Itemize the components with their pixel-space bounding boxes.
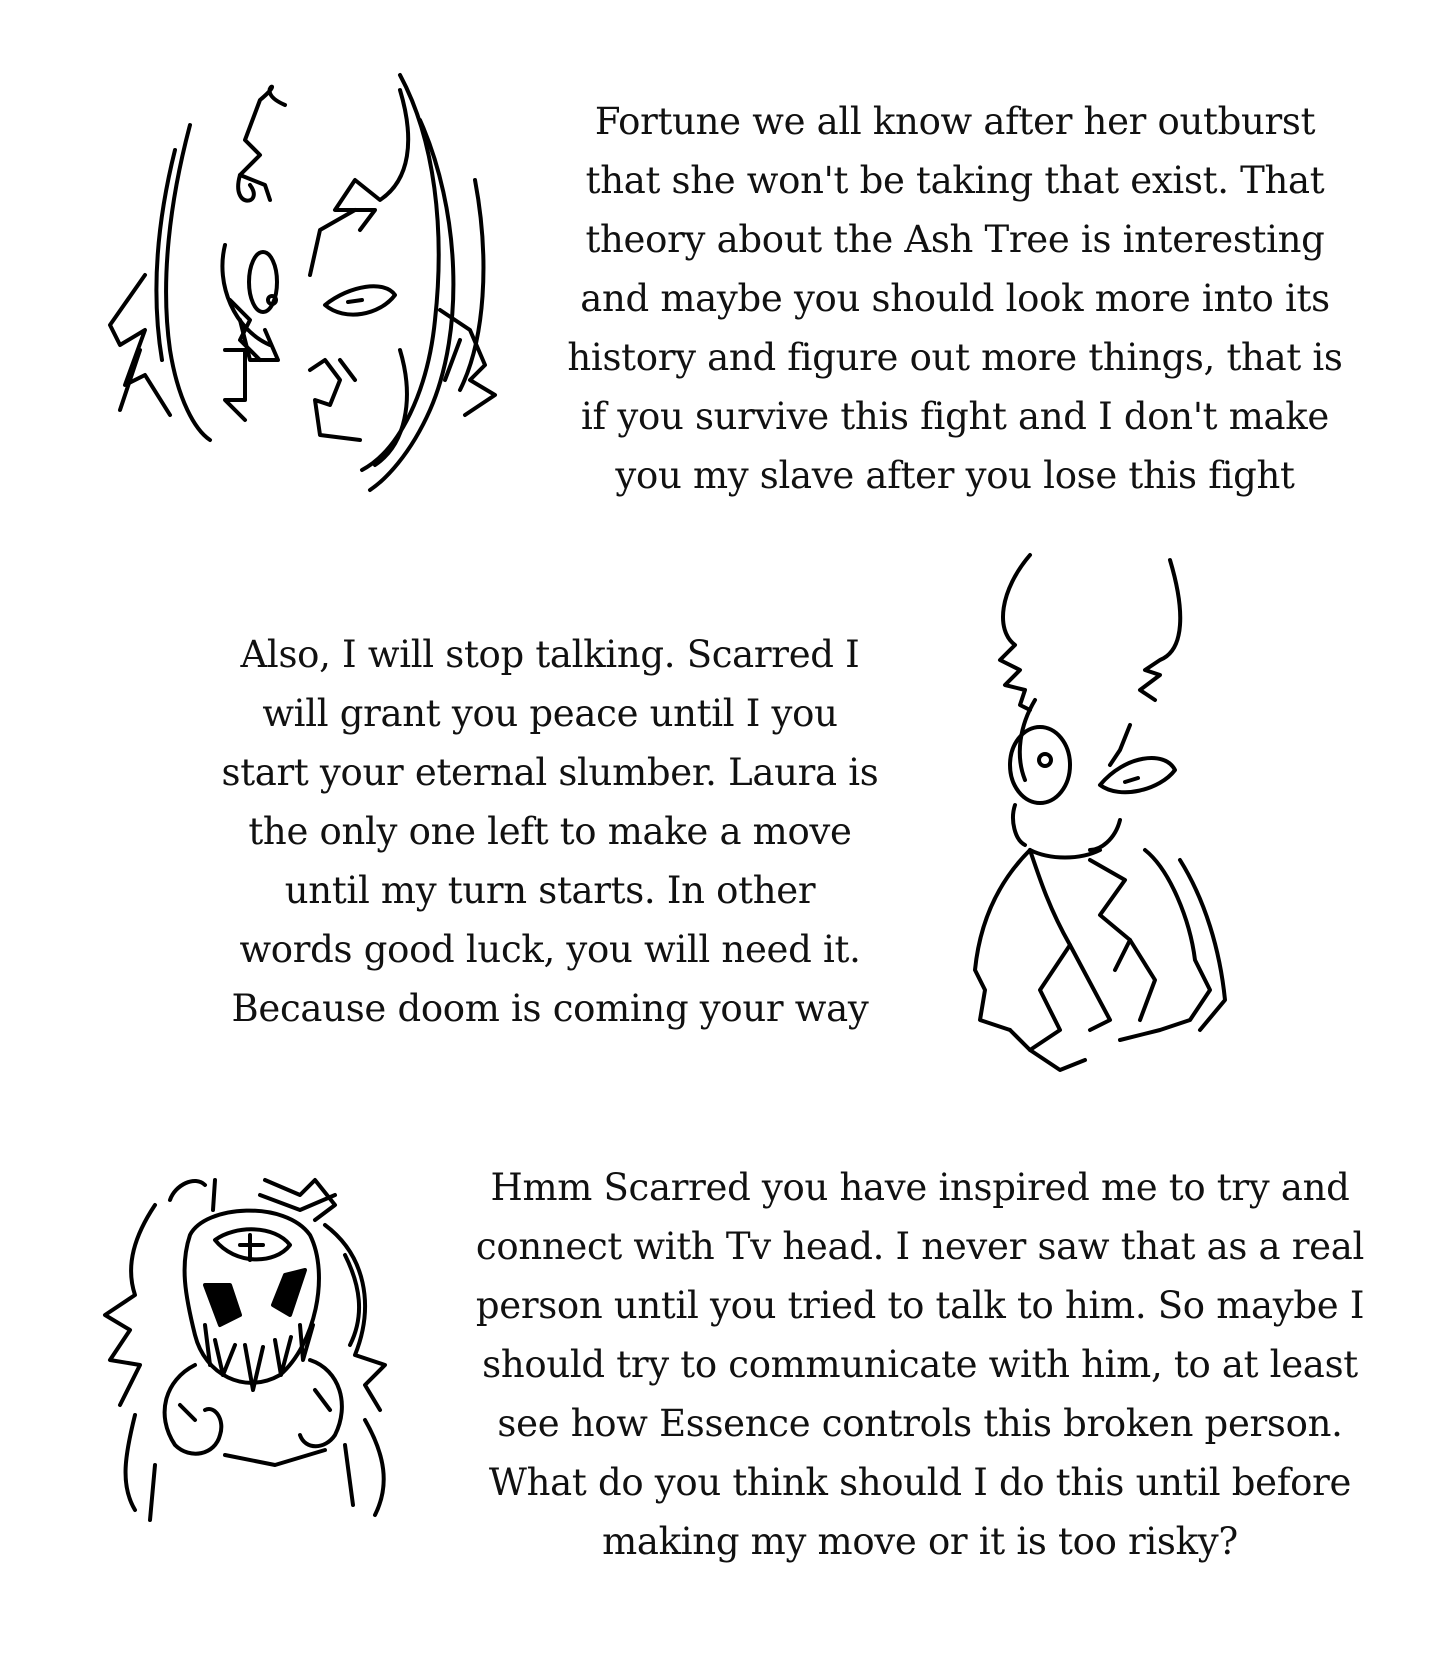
dialogue-line: theory about the Ash Tree is interesting bbox=[585, 218, 1325, 261]
dialogue-line: What do you think should I do this until before bbox=[488, 1461, 1352, 1504]
dialogue-line: will grant you peace until I you bbox=[262, 692, 838, 735]
dialogue-line: should try to communicate with him, to at least bbox=[482, 1343, 1358, 1386]
dialogue-text-2 bbox=[190, 625, 910, 1038]
dialogue-line: start your eternal slumber. Laura is bbox=[221, 751, 879, 794]
dialogue-line: and maybe you should look more into its bbox=[580, 277, 1330, 320]
dialogue-line: if you survive this fight and I don't make bbox=[581, 395, 1329, 438]
dialogue-line: words good luck, you will need it. bbox=[239, 928, 861, 971]
dialogue-text-1 bbox=[540, 92, 1370, 505]
dialogue-line: connect with Tv head. I never saw that as a real bbox=[475, 1225, 1365, 1268]
dialogue-line: history and figure out more things, that is bbox=[567, 336, 1343, 379]
dialogue-line: Because doom is coming your way bbox=[231, 987, 869, 1030]
dialogue-line: you my slave after you lose this fight bbox=[615, 454, 1295, 497]
dialogue-line: that she won't be taking that exist. That bbox=[585, 159, 1325, 202]
dialogue-line: person until you tried to talk to him. So maybe I bbox=[475, 1284, 1365, 1327]
dialogue-line: making my move or it is too risky? bbox=[602, 1520, 1238, 1563]
masked-character-sketch-icon bbox=[95, 1165, 425, 1525]
dialogue-line: Fortune we all know after her outburst bbox=[594, 100, 1316, 143]
dialogue-line: the only one left to make a move bbox=[248, 810, 852, 853]
horned-robed-figure-sketch-icon bbox=[970, 550, 1240, 1090]
dialogue-line: see how Essence controls this broken person. bbox=[497, 1402, 1343, 1445]
dialogue-line: Hmm Scarred you have inspired me to try and bbox=[490, 1166, 1350, 1209]
dialogue-text-3 bbox=[450, 1158, 1390, 1571]
dialogue-line: Also, I will stop talking. Scarred I bbox=[240, 633, 860, 676]
dialogue-line: until my turn starts. In other bbox=[284, 869, 816, 912]
horned-character-sketch-icon bbox=[100, 60, 520, 500]
